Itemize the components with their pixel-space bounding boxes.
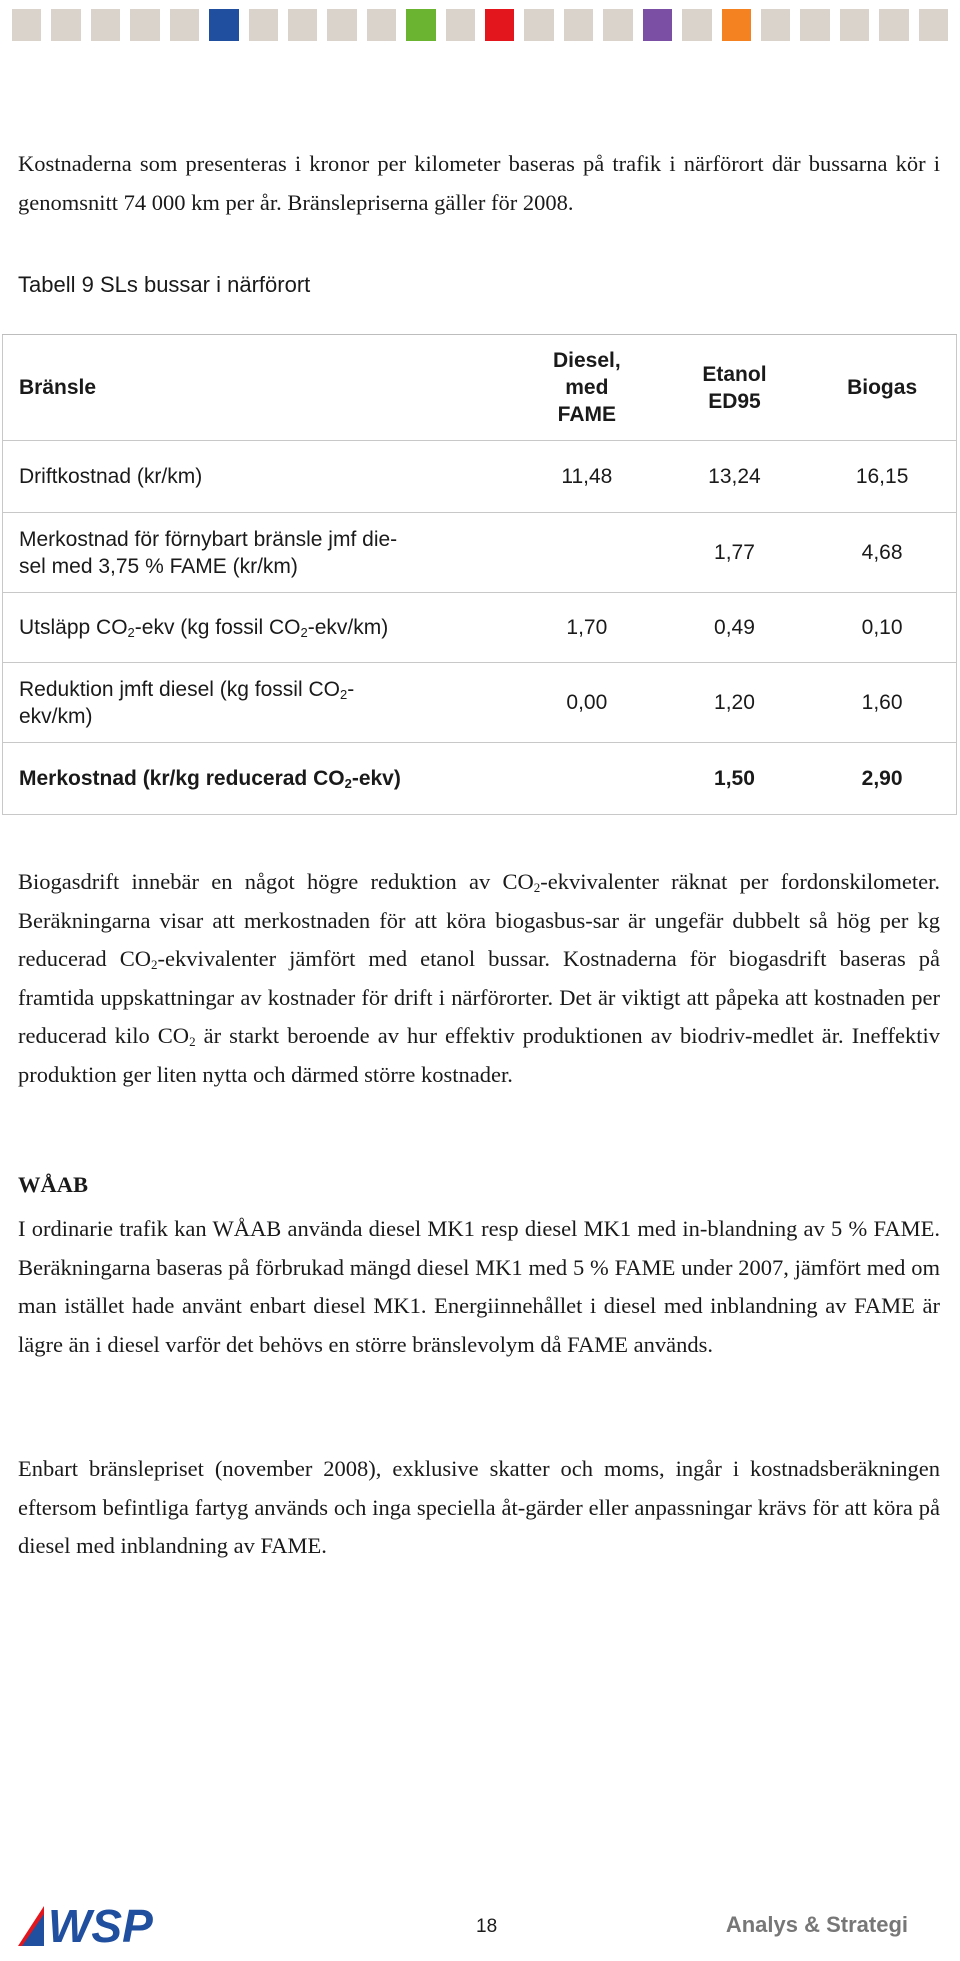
cell-value: 13,24 xyxy=(661,441,809,513)
intro-text: Kostnaderna som presenteras i kronor per kilometer baseras på trafik i närförort där bussarna kör i genomsnitt 74 000 km per år. Bränslepriserna gäller för 2008. xyxy=(18,151,940,215)
cell-value: 0,10 xyxy=(808,593,956,663)
price-paragraph xyxy=(18,1450,940,1566)
wsp-logo xyxy=(18,1900,200,1946)
cell-value: 2,90 xyxy=(808,743,956,815)
cell-value: 1,20 xyxy=(661,663,809,743)
stripe-block xyxy=(722,9,751,41)
stripe-block xyxy=(249,9,278,41)
table-caption: Tabell 9 SLs bussar i närförort xyxy=(18,272,311,297)
table-header-row xyxy=(3,335,957,441)
cell-value xyxy=(513,743,661,815)
stripe-block xyxy=(840,9,869,41)
stripe-block xyxy=(327,9,356,41)
stripe-block xyxy=(564,9,593,41)
cell-value: 11,48 xyxy=(513,441,661,513)
cell-value: 0,49 xyxy=(661,593,809,663)
waab-paragraph xyxy=(18,1210,940,1364)
stripe-block xyxy=(446,9,475,41)
table-row xyxy=(3,513,957,593)
stripe-block xyxy=(800,9,829,41)
price-text: Enbart bränslepriset (november 2008), exklusive skatter och moms, ingår i kostnadsberäkningen eftersom befintliga fartyg används och inga speciella åt-gärder eller anpassningar krävs för att köra på diesel med inblandning av FAME. xyxy=(18,1456,940,1558)
stripe-block xyxy=(643,9,672,41)
stripe-block xyxy=(170,9,199,41)
section-heading: WÅAB xyxy=(18,1172,89,1197)
row-label: Utsläpp $CO_2$-ekv (kg fossil $CO_2-ekv/km$) xyxy=(3,593,514,663)
stripe-block xyxy=(51,9,80,41)
stripe-block xyxy=(879,9,908,41)
stripe-block xyxy=(209,9,238,41)
stripe-block xyxy=(406,9,435,41)
table-row xyxy=(3,743,957,815)
header-biogas: Biogas xyxy=(808,335,956,441)
cell-value: 1,60 xyxy=(808,663,956,743)
header-etanol: Etanol ED95 xyxy=(661,335,809,441)
intro-paragraph xyxy=(18,145,940,222)
stripe-block xyxy=(603,9,632,41)
biogas-text: Biogasdrift innebär en något högre reduktion av $CO_2$-ekvivalenter räknat per fordonskilometer. Beräkningarna visar att merkostnaden för att köra biogasbus-sar är ungefär dubbelt så hög per kg reducerad $CO_2$-ekvivalenter jämfört med etanol bussar. Kostnaderna för biogasdrift baseras på framtida uppskattningar av kostnader för drift i närförorter. Det är viktigt att påpeka att kostnaden per reducerad kilo $CO_2$ är starkt beroende av hur effektiv produktionen av biodriv-medlet är. Ineffektiv produktion ger liten nytta och därmed större kostnader. xyxy=(18,869,940,1087)
waab-text: I ordinarie trafik kan WÅAB använda diesel MK1 resp diesel MK1 med in-blandning av 5 % FAME. Beräkningarna baseras på förbrukad mängd diesel MK1 med 5 % FAME under 2007, jämfört med om man istället hade använt enbart diesel MK1. Energiinnehållet i diesel med inblandning av FAME är lägre än i diesel varför det behövs en större bränslevolym då FAME används. xyxy=(18,1216,940,1357)
stripe-block xyxy=(288,9,317,41)
cell-value: 1,50 xyxy=(661,743,809,815)
row-label: Merkostnad (kr/kg reducerad $CO_2-ekv$) xyxy=(3,743,514,815)
stripe-block xyxy=(919,9,948,41)
page-number: 18 xyxy=(476,1916,498,1937)
fuel-cost-table xyxy=(2,334,957,815)
stripe-block xyxy=(130,9,159,41)
cell-value: 4,68 xyxy=(808,513,956,593)
stripe-block xyxy=(367,9,396,41)
cell-value xyxy=(513,513,661,593)
header-fuel: Bränsle xyxy=(3,335,514,441)
color-stripe-header xyxy=(12,9,948,41)
biogas-paragraph xyxy=(18,863,940,1094)
cell-value: 1,77 xyxy=(661,513,809,593)
stripe-block xyxy=(485,9,514,41)
header-diesel: Diesel, med FAME xyxy=(513,335,661,441)
page-footer xyxy=(0,1890,960,1960)
stripe-block xyxy=(91,9,120,41)
cell-value: 16,15 xyxy=(808,441,956,513)
stripe-block xyxy=(524,9,553,41)
row-label: Merkostnad för förnybart bränsle jmf die- sel med 3,75 % FAME (kr/km) xyxy=(3,513,514,593)
footer-brand: Analys & Strategi xyxy=(725,1912,908,1937)
row-label: Driftkostnad (kr/km) xyxy=(3,441,514,513)
table-row xyxy=(3,593,957,663)
cell-value: 1,70 xyxy=(513,593,661,663)
table-row xyxy=(3,663,957,743)
cell-value: 0,00 xyxy=(513,663,661,743)
stripe-block xyxy=(761,9,790,41)
table-row xyxy=(3,441,957,513)
stripe-block xyxy=(682,9,711,41)
svg-text:WSP: WSP xyxy=(48,1900,153,1946)
stripe-block xyxy=(12,9,41,41)
row-label: Reduktion jmft diesel (kg fossil $CO_2-$ ekv/km) xyxy=(3,663,514,743)
